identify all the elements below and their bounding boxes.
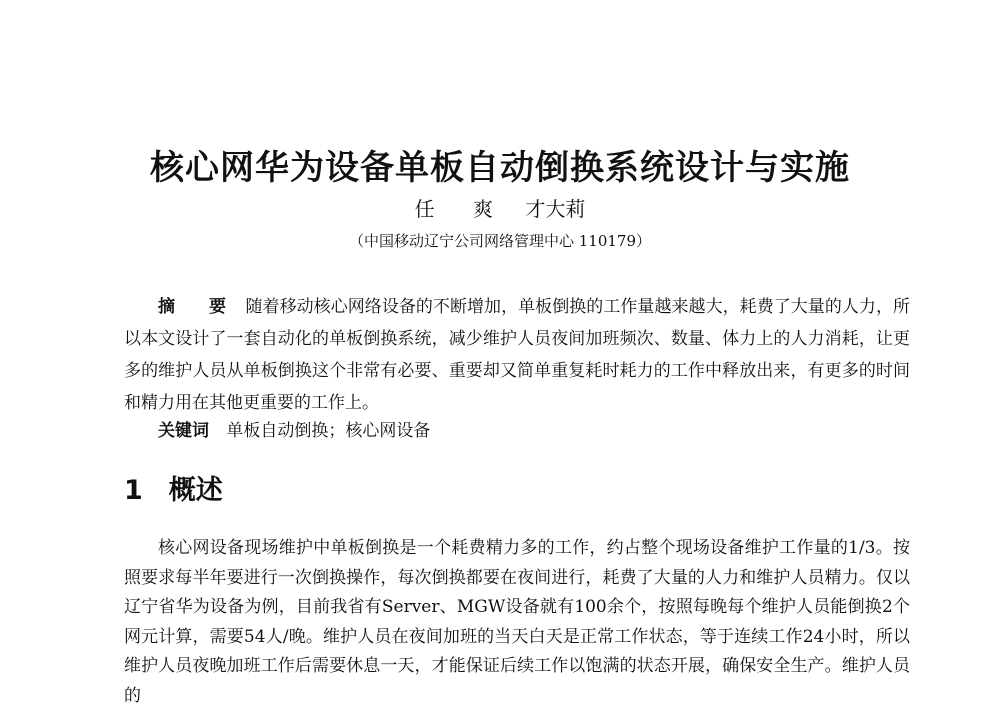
keywords-text: 单板自动倒换；核心网设备 <box>226 421 431 441</box>
abstract-label: 摘 要 <box>158 297 241 317</box>
section-number: 1 <box>124 475 143 506</box>
author-1: 任 爽 <box>414 197 509 221</box>
authors <box>0 195 1000 223</box>
section-heading <box>124 472 223 510</box>
author-2: 才大莉 <box>525 197 586 221</box>
abstract-text: 随着移动核心网络设备的不断增加，单板倒换的工作量越来越大，耗费了大量的人力，所以本文设计了一套自动化的单板倒换系统，减少维护人员夜间加班频次、数量、体力上的人力消耗，让更多的维护人员从单板倒换这个非常有必要、重要却又简单重复耗时耗力的工作中释放出来，有更多的时间和精力用在其他更重要的工作上。 <box>124 297 911 413</box>
keywords <box>124 416 910 446</box>
abstract <box>124 291 910 419</box>
keywords-label: 关键词 <box>158 421 209 441</box>
paper-title: 核心网华为设备单板自动倒换系统设计与实施 <box>150 148 850 188</box>
section-body: 核心网设备现场维护中单板倒换是一个耗费精力多的工作，约占整个现场设备维护工作量的1/3。按照要求每半年要进行一次倒换操作，每次倒换都要在夜间进行，耗费了大量的人力和维护人员精力。仅以辽宁省华为设备为例，目前我省有Server、MGW设备就有100余个，按照每晚每个维护人员能倒换2个网元计算，需要54人/晚。维护人员在夜间加班的当天白天是正常工作状态，等于连续工作24小时，所以维护人员夜晚加班工作后需要休息一天，才能保证后续工作以饱满的状态开展，确保安全生产。维护人员的 <box>124 538 910 706</box>
affiliation: （中国移动辽宁公司网络管理中心 110179） <box>348 232 652 250</box>
section-title: 概述 <box>168 475 223 506</box>
